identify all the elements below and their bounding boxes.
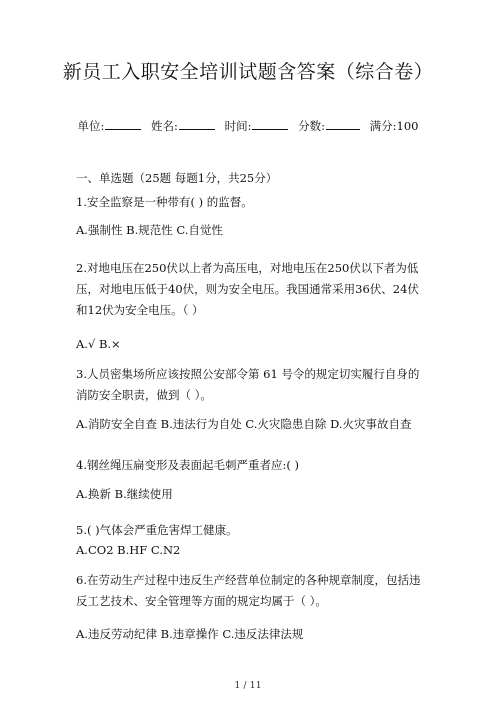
question-2-options: A.√ B.× — [76, 337, 121, 351]
unit-blank — [105, 119, 141, 130]
full-score: 满分:100 — [369, 119, 419, 133]
question-3-options: A.消防安全自查 B.违法行为自处 C.火灾隐患自除 D.火灾事故自查 — [76, 417, 412, 431]
question-6: 6.在劳动生产过程中违反生产经营单位制定的各种规章制度，包括违反工艺技术、安全管理等方面的规定均属于（ ）。 — [76, 573, 421, 608]
question-4: 4.钢丝绳压扁变形及表面起毛刺严重者应:( ) — [76, 458, 299, 472]
question-4-options: A.换新 B.继续使用 — [76, 487, 173, 501]
unit-label: 单位: — [77, 119, 105, 133]
time-blank — [252, 119, 288, 130]
info-line — [0, 118, 496, 134]
page-number: 1 / 11 — [234, 680, 262, 691]
document-title: 新员工入职安全培训试题含答案（综合卷） — [62, 61, 434, 83]
time-label: 时间: — [224, 119, 252, 133]
section-heading: 一、单选题（25题 每题1分，共25分） — [76, 171, 278, 185]
question-5-options: A.CO2 B.HF C.N2 — [76, 543, 181, 557]
question-1-options: A.强制性 B.规范性 C.自觉性 — [76, 223, 223, 237]
question-6-options: A.违反劳动纪律 B.违章操作 C.违反法律法规 — [76, 627, 304, 641]
question-5: 5.( )气体会严重危害焊工健康。 — [76, 523, 238, 537]
question-2: 2.对地电压在250伏以上者为高压电，对地电压在250伏以下者为低压，对地电压低于40伏，则为安全电压。我国通常采用36伏、24伏和12伏为安全电压。（ ） — [76, 261, 419, 317]
name-blank — [179, 119, 215, 130]
question-3: 3.人员密集场所应该按照公安部令第 61 号令的规定切实履行自身的消防安全职责，做到（ ）。 — [76, 367, 420, 402]
name-label: 姓名: — [151, 119, 178, 133]
score-label: 分数: — [298, 119, 325, 133]
score-blank — [326, 119, 360, 130]
question-1: 1.安全监察是一种带有( ) 的监督。 — [76, 195, 253, 209]
